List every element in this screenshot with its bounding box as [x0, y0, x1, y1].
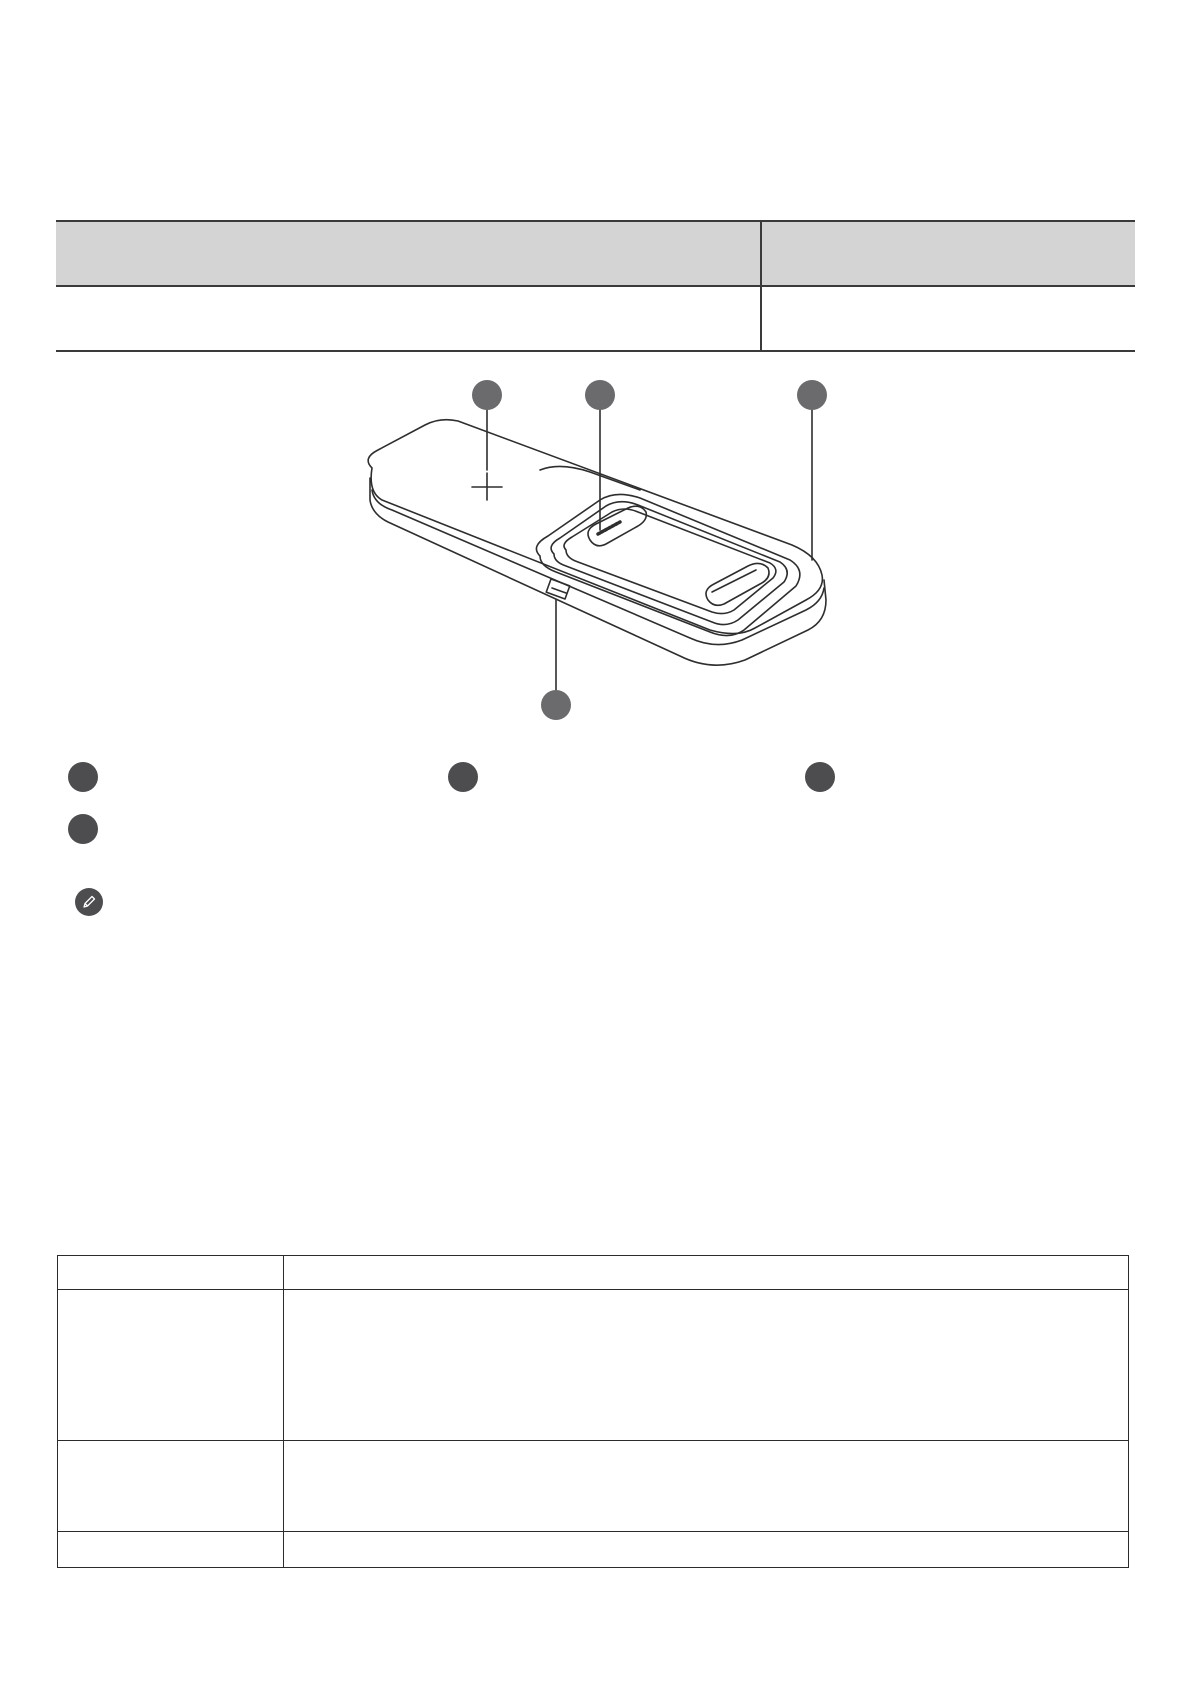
- spec-row: [58, 1532, 1129, 1568]
- spec-key: [58, 1290, 284, 1441]
- usb-port: [546, 579, 570, 599]
- legend-item: [805, 762, 847, 792]
- callout-marker: [472, 380, 502, 410]
- spec-value: [284, 1256, 1129, 1290]
- legend-item: [448, 762, 490, 792]
- spec-key: [58, 1441, 284, 1532]
- model-info-cell: [761, 286, 1135, 351]
- specifications-table: [57, 1255, 1129, 1568]
- legend-badge: [448, 762, 478, 792]
- callout-marker: [585, 380, 615, 410]
- model-info-table: [56, 220, 1135, 352]
- legend-badge: [68, 814, 98, 844]
- callout-markers: [472, 380, 827, 720]
- callout-marker: [541, 690, 571, 720]
- legend-badge: [68, 762, 98, 792]
- spec-row: [58, 1441, 1129, 1532]
- stand-outer-frame: [536, 494, 799, 635]
- legend-item: [68, 814, 110, 844]
- spec-value: [284, 1532, 1129, 1568]
- model-info-cell: [56, 286, 761, 351]
- spec-row: [58, 1290, 1129, 1441]
- charging-cross-mark: [472, 473, 502, 500]
- spec-value: [284, 1290, 1129, 1441]
- legend-item: [68, 762, 110, 792]
- model-info-row: [56, 286, 1135, 351]
- callout-marker: [797, 380, 827, 410]
- pencil-icon: [75, 888, 103, 916]
- legend-badge: [805, 762, 835, 792]
- charging-pad-illustration: [0, 0, 1192, 740]
- note: [75, 888, 115, 916]
- support-bar: [706, 563, 769, 605]
- pad-top-surface: [368, 420, 822, 634]
- model-info-header-cell: [761, 221, 1135, 286]
- model-info-header-cell: [56, 221, 761, 286]
- spec-key: [58, 1532, 284, 1568]
- spec-value: [284, 1441, 1129, 1532]
- connector-tab: [588, 506, 646, 546]
- pad-side-wall: [370, 478, 826, 665]
- spec-key: [58, 1256, 284, 1290]
- model-info-header-row: [56, 221, 1135, 286]
- spec-row: [58, 1256, 1129, 1290]
